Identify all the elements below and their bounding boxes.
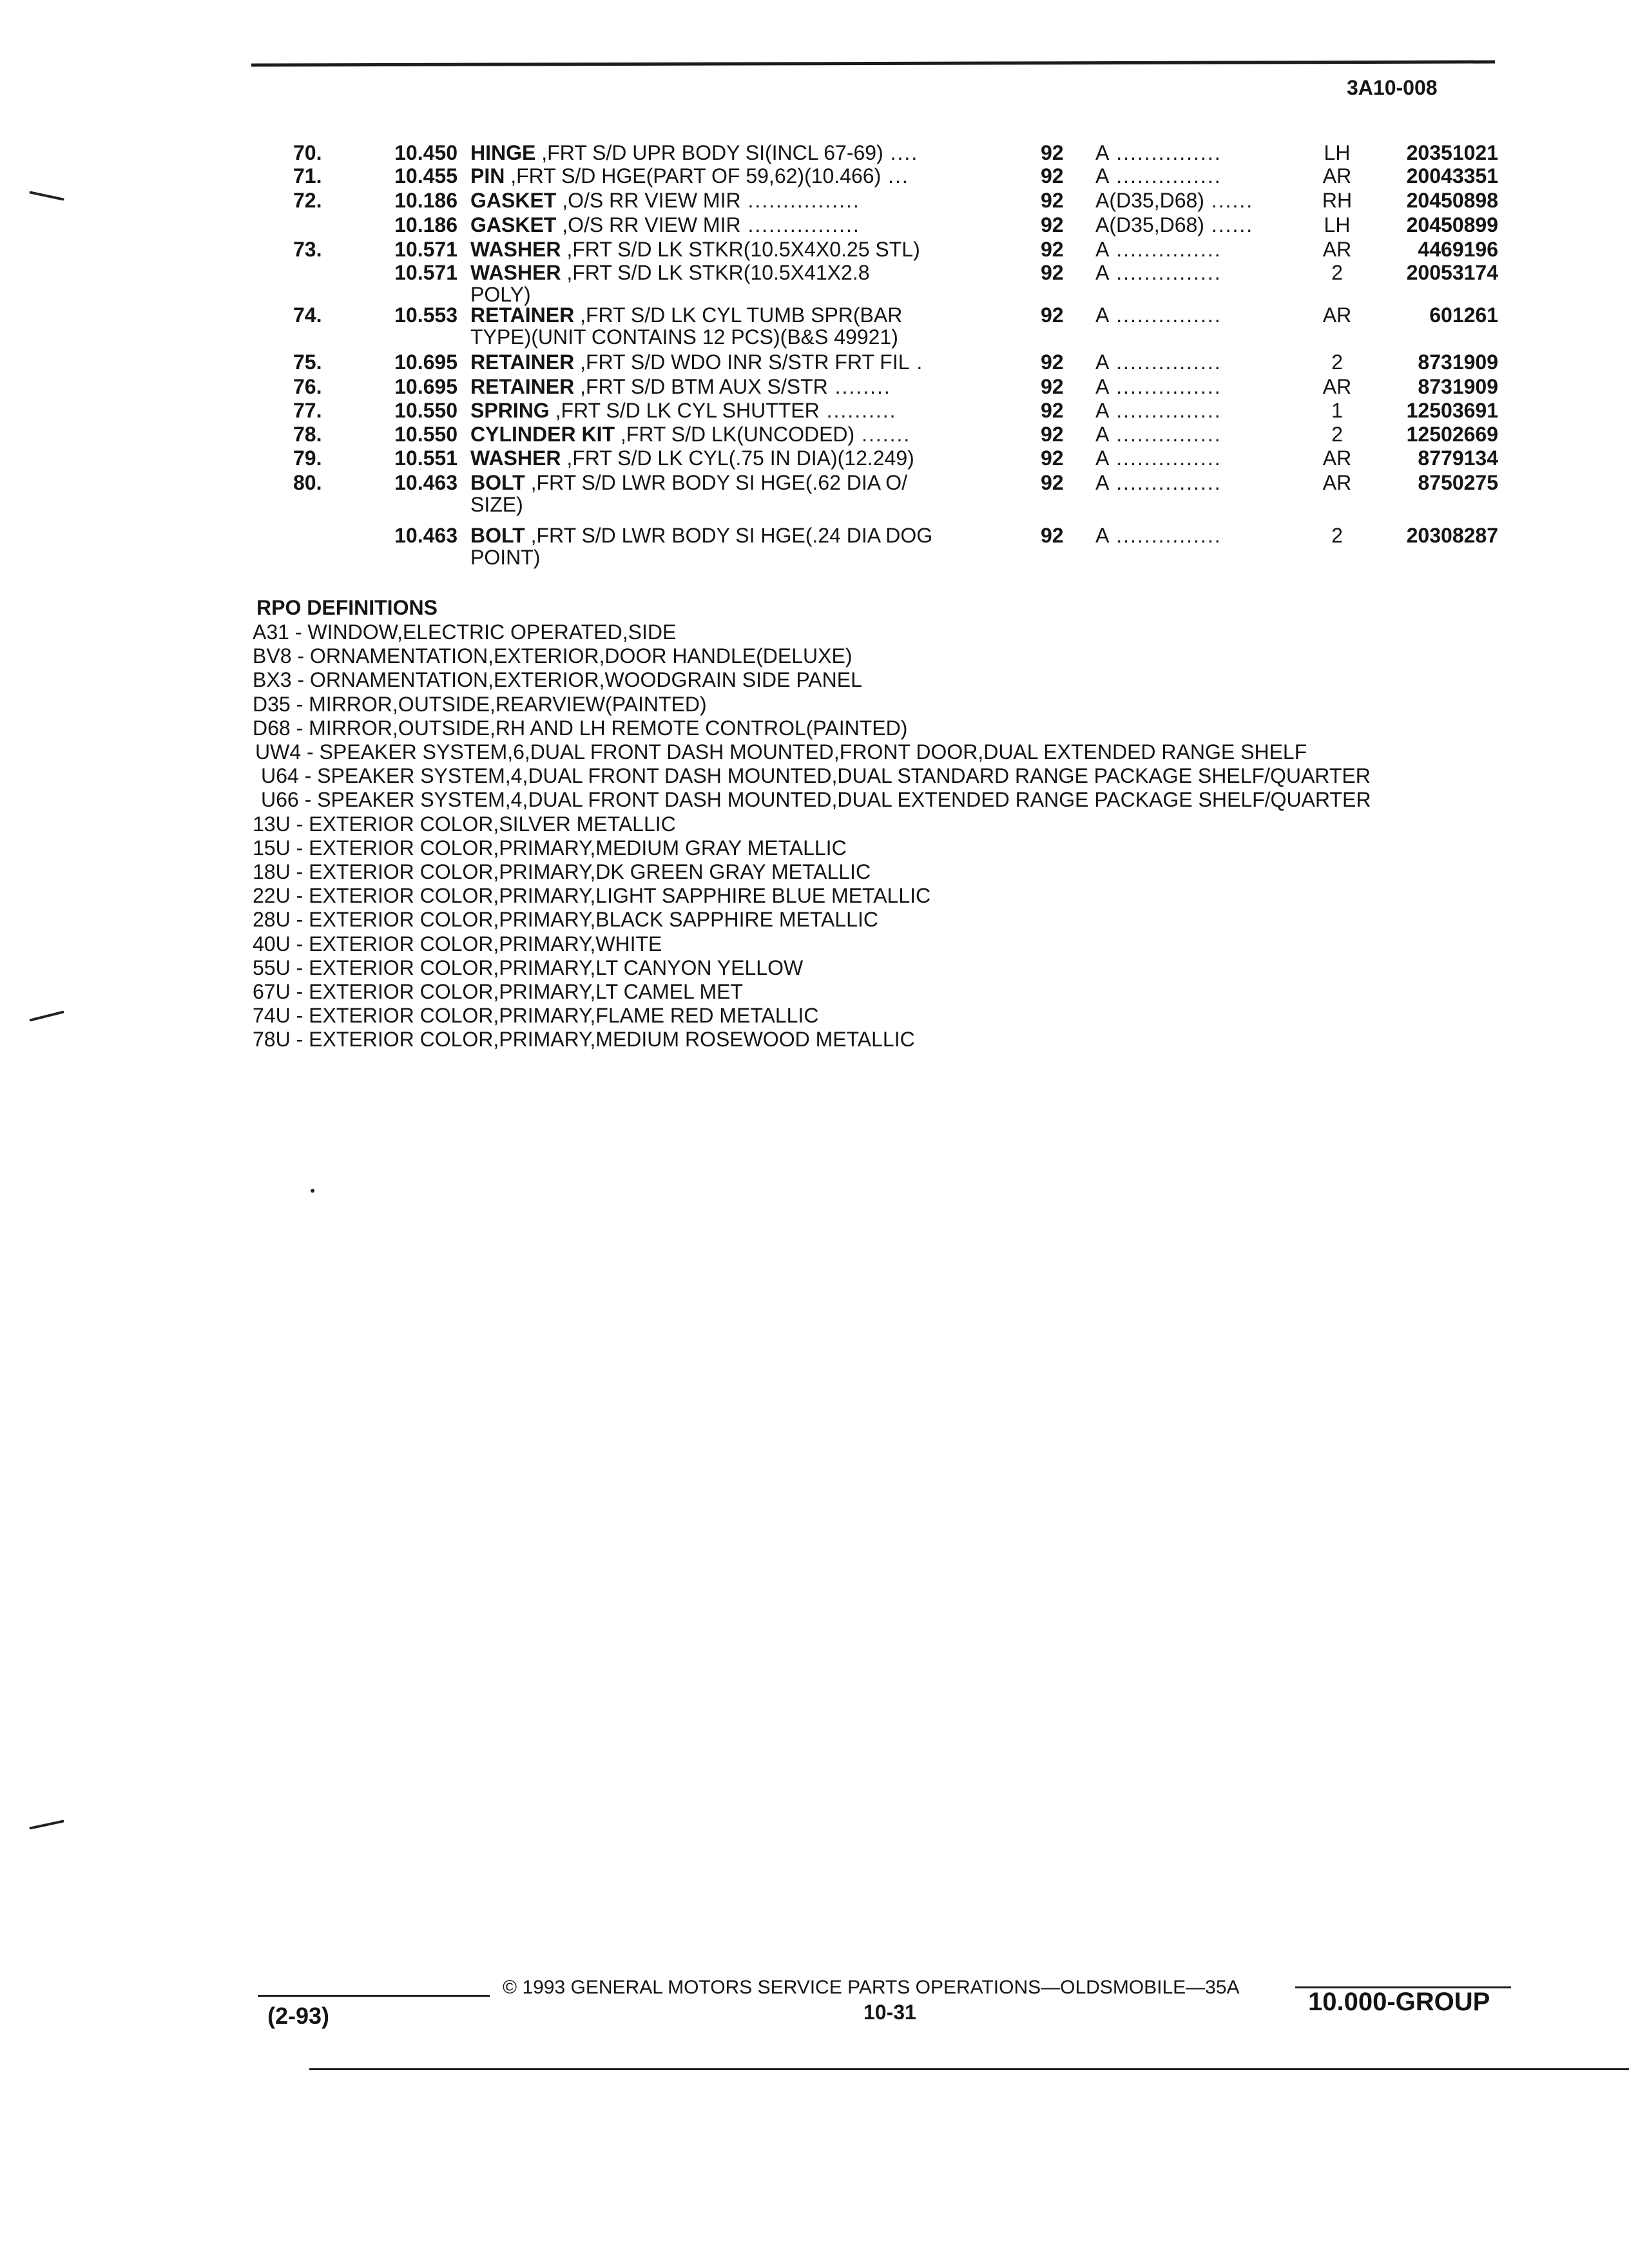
part-number: 20308287	[1406, 524, 1498, 547]
table-row	[0, 188, 1629, 213]
series-code	[1095, 523, 1222, 548]
quantity: 2	[1331, 351, 1343, 374]
footer-page-number: 10-31	[863, 2001, 916, 2024]
group-number: 10.571	[394, 261, 458, 284]
part-description	[470, 374, 891, 399]
part-description	[470, 188, 860, 213]
group-number: 10.551	[394, 447, 458, 470]
series-value: A	[1095, 375, 1110, 398]
part-name: RETAINER	[470, 303, 575, 327]
leader-dots: ........	[827, 375, 891, 398]
leader-dots: ......	[1204, 189, 1254, 212]
item-number: 71.	[293, 164, 322, 187]
rpo-definition: 18U - EXTERIOR COLOR,PRIMARY,DK GREEN GRAY METALLIC	[253, 860, 871, 883]
part-description	[470, 446, 914, 470]
part-name: WASHER	[470, 447, 561, 470]
footer-copyright: © 1993 GENERAL MOTORS SERVICE PARTS OPERATIONS—OLDSMOBILE—35A	[503, 1977, 1240, 1998]
leader-dots: ...............	[1109, 238, 1222, 261]
group-number: 10.695	[394, 375, 458, 398]
table-row	[0, 422, 1629, 447]
series-code	[1095, 237, 1222, 262]
part-description	[470, 470, 907, 495]
rpo-definition: 67U - EXTERIOR COLOR,PRIMARY,LT CAMEL MET	[253, 980, 744, 1003]
rpo-definition: 40U - EXTERIOR COLOR,PRIMARY,WHITE	[253, 932, 662, 956]
part-description-continued: POLY)	[470, 283, 531, 306]
rpo-definition: UW4 - SPEAKER SYSTEM,6,DUAL FRONT DASH MOUNTED,FRONT DOOR,DUAL EXTENDED RANGE SHELF	[255, 740, 1307, 764]
part-description	[470, 303, 902, 327]
table-row	[0, 398, 1629, 423]
series-code	[1095, 374, 1222, 399]
series-value: A	[1095, 238, 1110, 261]
part-name: RETAINER	[470, 351, 575, 374]
part-description	[470, 140, 918, 165]
part-number: 8750275	[1418, 471, 1498, 494]
part-name: CYLINDER KIT	[470, 423, 615, 446]
item-number: 73.	[293, 238, 322, 261]
table-row	[0, 446, 1629, 470]
rpo-definition: 13U - EXTERIOR COLOR,SILVER METALLIC	[253, 812, 676, 836]
rpo-definition: 28U - EXTERIOR COLOR,PRIMARY,BLACK SAPPHIRE METALLIC	[253, 908, 878, 932]
series-code	[1095, 213, 1253, 237]
table-row	[0, 303, 1629, 327]
part-number: 20351021	[1406, 141, 1498, 164]
part-detail: ,FRT S/D HGE(PART OF 59,62)(10.466)	[505, 164, 882, 187]
leader-dots: ...............	[1109, 447, 1222, 470]
part-description	[470, 350, 923, 374]
rpo-definition: 74U - EXTERIOR COLOR,PRIMARY,FLAME RED METALLIC	[253, 1004, 819, 1028]
table-row	[0, 237, 1629, 262]
group-number: 10.695	[394, 351, 458, 374]
part-detail: ,O/S RR VIEW MIR	[556, 213, 741, 236]
part-name: SPRING	[470, 399, 550, 422]
part-number: 20450899	[1406, 213, 1498, 236]
series-code	[1095, 350, 1222, 374]
series-code	[1095, 398, 1222, 423]
leader-dots: .......	[854, 423, 911, 446]
leader-dots: .	[909, 351, 924, 374]
part-number: 8779134	[1418, 447, 1498, 470]
group-number: 10.186	[394, 213, 458, 236]
part-number: 20043351	[1406, 164, 1498, 187]
rpo-definition: 78U - EXTERIOR COLOR,PRIMARY,MEDIUM ROSEWOOD METALLIC	[253, 1028, 915, 1052]
part-description-continued: TYPE)(UNIT CONTAINS 12 PCS)(B&S 49921)	[470, 325, 898, 349]
table-row	[0, 213, 1629, 237]
quantity: 2	[1331, 423, 1343, 446]
table-row	[0, 470, 1629, 495]
part-detail: ,FRT S/D LK(UNCODED)	[615, 423, 855, 446]
item-number: 72.	[293, 189, 322, 212]
model-year: 92	[1041, 189, 1064, 212]
leader-dots: ...............	[1109, 399, 1222, 422]
series-value: A	[1095, 351, 1110, 374]
series-code	[1095, 260, 1222, 285]
rpo-definition: BX3 - ORNAMENTATION,EXTERIOR,WOODGRAIN SIDE PANEL	[253, 668, 862, 692]
quantity: 2	[1331, 261, 1343, 284]
quantity: LH	[1324, 213, 1351, 236]
series-code	[1095, 164, 1222, 188]
series-value: A	[1095, 261, 1110, 284]
model-year: 92	[1041, 261, 1064, 284]
group-number: 10.553	[394, 303, 458, 327]
model-year: 92	[1041, 238, 1064, 261]
rpo-definition: 55U - EXTERIOR COLOR,PRIMARY,LT CANYON YELLOW	[253, 956, 804, 979]
quantity: LH	[1324, 141, 1351, 164]
group-number: 10.463	[394, 524, 458, 547]
quantity: AR	[1322, 164, 1352, 187]
item-number: 80.	[293, 471, 322, 494]
leader-dots: ......	[1204, 213, 1254, 236]
part-name: RETAINER	[470, 375, 575, 398]
group-number: 10.450	[394, 141, 458, 164]
model-year: 92	[1041, 524, 1064, 547]
margin-mark	[29, 1010, 64, 1021]
item-number: 70.	[293, 141, 322, 164]
part-description	[470, 164, 909, 188]
table-row	[0, 260, 1629, 285]
leader-dots: ................	[740, 189, 860, 212]
group-number: 10.186	[394, 189, 458, 212]
group-number: 10.463	[394, 471, 458, 494]
series-code	[1095, 140, 1222, 165]
model-year: 92	[1041, 141, 1064, 164]
part-description	[470, 398, 897, 423]
series-code	[1095, 188, 1253, 213]
quantity: AR	[1322, 447, 1352, 470]
model-year: 92	[1041, 213, 1064, 236]
series-value: A(D35,D68)	[1095, 213, 1204, 236]
model-year: 92	[1041, 375, 1064, 398]
leader-dots: ...............	[1109, 524, 1222, 547]
model-year: 92	[1041, 447, 1064, 470]
model-year: 92	[1041, 351, 1064, 374]
table-row	[0, 374, 1629, 399]
series-value: A	[1095, 471, 1110, 494]
leader-dots: ...............	[1109, 261, 1222, 284]
part-number: 20450898	[1406, 189, 1498, 212]
part-detail: ,FRT S/D LK STKR(10.5X41X2.8	[561, 261, 870, 284]
footer-rule-left	[258, 1995, 490, 1997]
quantity: AR	[1322, 303, 1352, 327]
rpo-definition: 22U - EXTERIOR COLOR,PRIMARY,LIGHT SAPPHIRE BLUE METALLIC	[253, 884, 931, 908]
rpo-definition: A31 - WINDOW,ELECTRIC OPERATED,SIDE	[253, 620, 677, 644]
series-value: A	[1095, 524, 1110, 547]
part-description	[470, 422, 911, 447]
leader-dots: ................	[740, 213, 860, 236]
part-name: WASHER	[470, 261, 561, 284]
quantity: 1	[1331, 399, 1343, 422]
leader-dots: ...............	[1109, 471, 1222, 494]
part-description	[470, 237, 920, 262]
item-number: 76.	[293, 375, 322, 398]
rpo-definition: 15U - EXTERIOR COLOR,PRIMARY,MEDIUM GRAY METALLIC	[253, 836, 847, 860]
part-description-continued: SIZE)	[470, 493, 523, 516]
series-code	[1095, 422, 1222, 447]
part-name: HINGE	[470, 141, 536, 164]
margin-mark	[311, 1189, 314, 1193]
part-detail: ,FRT S/D LK CYL TUMB SPR(BAR	[574, 303, 903, 327]
part-number: 20053174	[1406, 261, 1498, 284]
model-year: 92	[1041, 423, 1064, 446]
item-number: 77.	[293, 399, 322, 422]
item-number: 74.	[293, 303, 322, 327]
page-code: 3A10-008	[1347, 76, 1438, 99]
item-number: 78.	[293, 423, 322, 446]
quantity: AR	[1322, 471, 1352, 494]
footer-date: (2-93)	[267, 2003, 330, 2029]
group-number: 10.571	[394, 238, 458, 261]
rpo-definition: U66 - SPEAKER SYSTEM,4,DUAL FRONT DASH MOUNTED,DUAL EXTENDED RANGE PACKAGE SHELF/QUARTER	[261, 788, 1371, 812]
footer-group: 10.000-GROUP	[1308, 1988, 1490, 2016]
group-number: 10.550	[394, 423, 458, 446]
part-detail: ,FRT S/D LWR BODY SI HGE(.24 DIA DOG	[525, 524, 933, 547]
rpo-definition: U64 - SPEAKER SYSTEM,4,DUAL FRONT DASH MOUNTED,DUAL STANDARD RANGE PACKAGE SHELF/QUARTER	[261, 764, 1371, 788]
part-name: PIN	[470, 164, 505, 187]
part-name: BOLT	[470, 524, 525, 547]
series-value: A	[1095, 303, 1110, 327]
series-code	[1095, 303, 1222, 327]
model-year: 92	[1041, 303, 1064, 327]
leader-dots: ...............	[1109, 351, 1222, 374]
part-detail: ,FRT S/D UPR BODY SI(INCL 67-69)	[535, 141, 883, 164]
series-code	[1095, 446, 1222, 470]
table-row	[0, 140, 1629, 165]
header-rule	[251, 60, 1495, 66]
leader-dots: ...............	[1109, 141, 1222, 164]
table-row	[0, 523, 1629, 548]
part-detail: ,FRT S/D LK CYL(.75 IN DIA)(12.249)	[561, 447, 914, 470]
item-number: 79.	[293, 447, 322, 470]
margin-mark	[29, 1820, 64, 1829]
part-detail: ,FRT S/D LK STKR(10.5X4X0.25 STL)	[561, 238, 920, 261]
leader-dots: ...............	[1109, 164, 1222, 187]
part-detail: ,FRT S/D LWR BODY SI HGE(.62 DIA O/	[525, 471, 908, 494]
leader-dots: ..........	[819, 399, 897, 422]
model-year: 92	[1041, 471, 1064, 494]
part-description	[470, 260, 869, 285]
series-value: A	[1095, 141, 1110, 164]
rpo-definition: D35 - MIRROR,OUTSIDE,REARVIEW(PAINTED)	[253, 692, 707, 716]
quantity: 2	[1331, 524, 1343, 547]
part-number: 12503691	[1406, 399, 1498, 422]
part-name: GASKET	[470, 189, 557, 212]
rpo-title: RPO DEFINITIONS	[256, 596, 438, 619]
part-number: 8731909	[1418, 375, 1498, 398]
part-description	[470, 213, 860, 237]
part-detail: ,FRT S/D LK CYL SHUTTER	[549, 399, 820, 422]
quantity: RH	[1322, 189, 1353, 212]
series-value: A	[1095, 399, 1110, 422]
part-detail: ,O/S RR VIEW MIR	[556, 189, 741, 212]
model-year: 92	[1041, 399, 1064, 422]
group-number: 10.550	[394, 399, 458, 422]
leader-dots: ...............	[1109, 303, 1222, 327]
footer-bottom-rule	[309, 2068, 1629, 2070]
series-value: A	[1095, 423, 1110, 446]
leader-dots: ...	[881, 164, 909, 187]
rpo-definition: D68 - MIRROR,OUTSIDE,RH AND LH REMOTE CONTROL(PAINTED)	[253, 716, 908, 740]
table-row	[0, 164, 1629, 188]
part-number: 4469196	[1418, 238, 1498, 261]
leader-dots: ...............	[1109, 423, 1222, 446]
quantity: AR	[1322, 238, 1352, 261]
series-value: A(D35,D68)	[1095, 189, 1204, 212]
group-number: 10.455	[394, 164, 458, 187]
part-detail: ,FRT S/D WDO INR S/STR FRT FIL	[574, 351, 910, 374]
part-number: 8731909	[1418, 351, 1498, 374]
table-row	[0, 350, 1629, 374]
part-description-continued: POINT)	[470, 546, 541, 569]
part-description	[470, 523, 932, 548]
part-name: WASHER	[470, 238, 561, 261]
model-year: 92	[1041, 164, 1064, 187]
series-value: A	[1095, 164, 1110, 187]
part-number: 12502669	[1406, 423, 1498, 446]
quantity: AR	[1322, 375, 1352, 398]
part-name: GASKET	[470, 213, 557, 236]
part-name: BOLT	[470, 471, 525, 494]
leader-dots: ....	[883, 141, 919, 164]
series-value: A	[1095, 447, 1110, 470]
item-number: 75.	[293, 351, 322, 374]
part-number: 601261	[1429, 303, 1498, 327]
part-detail: ,FRT S/D BTM AUX S/STR	[574, 375, 828, 398]
series-code	[1095, 470, 1222, 495]
leader-dots: ...............	[1109, 375, 1222, 398]
rpo-definition: BV8 - ORNAMENTATION,EXTERIOR,DOOR HANDLE(DELUXE)	[253, 644, 853, 668]
